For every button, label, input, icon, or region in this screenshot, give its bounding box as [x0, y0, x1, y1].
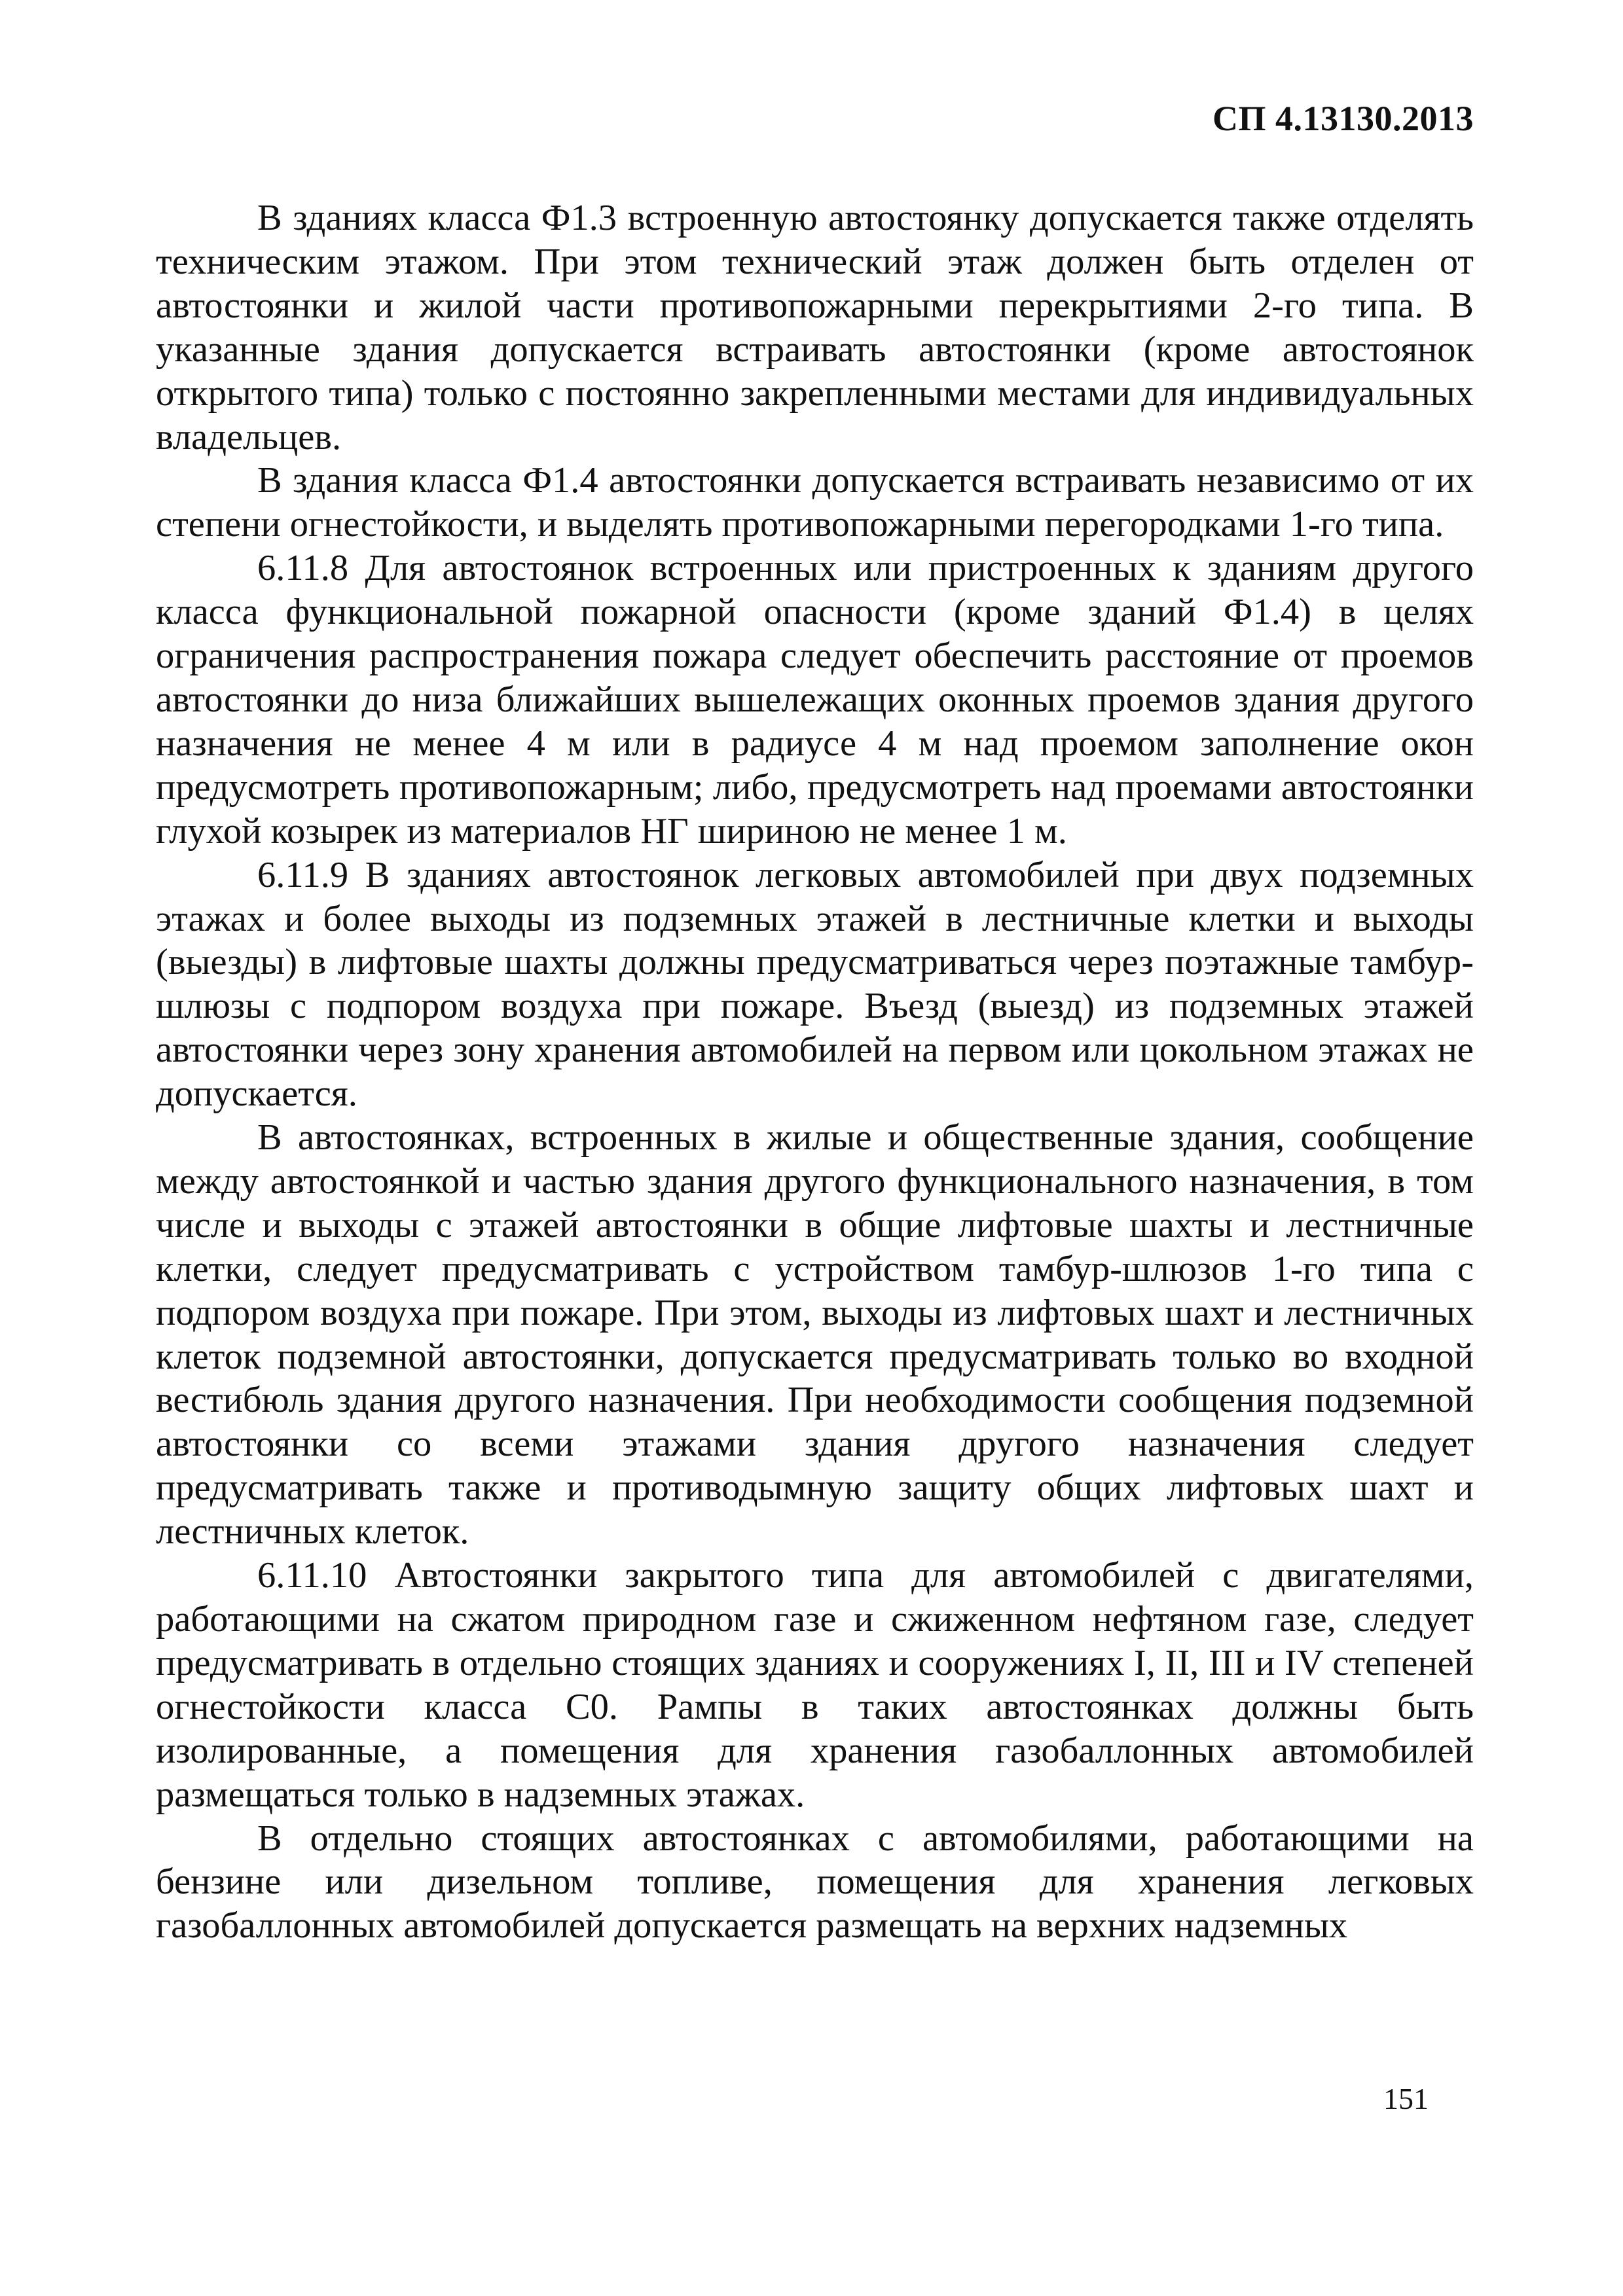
paragraph-detached-parking: В отдельно стоящих автостоянках с автомобилями, работающими на бензине или дизельном топливе, помещения для хранения легковых газобаллонных автомобилей допускается размещать на верхних надземных: [156, 1818, 1474, 1946]
document-code-header: СП 4.13130.2013: [1213, 99, 1474, 138]
paragraph-6-11-9: 6.11.9 В зданиях автостоянок легковых автомобилей при двух подземных этажах и более выходы из подземных этажей в лестничные клетки и выходы (выезды) в лифтовые шахты должны предусматриваться через поэтажные тамбур-шлюзы с подпором воздуха при пожаре. Въезд (выезд) из подземных этажей автостоянки через зону хранения автомобилей на первом или цокольном этажах не допускается.: [156, 854, 1474, 1115]
document-body: [156, 196, 1474, 1948]
page-number: 151: [1383, 2082, 1429, 2115]
paragraph-f13-parking: В зданиях класса Ф1.3 встроенную автостоянку допускается также отделять техническим этажом. При этом технический этаж должен быть отделен от автостоянки и жилой части противопожарными перекрытиями 2-го типа. В указанные здания допускается встраивать автостоянки (кроме автостоянок открытого типа) только с постоянно закрепленными местами для индивидуальных владельцев.: [156, 198, 1474, 457]
paragraph-6-11-10: 6.11.10 Автостоянки закрытого типа для автомобилей с двигателями, работающими на сжатом природном газе и сжиженном нефтяном газе, следует предусматривать в отдельно стоящих зданиях и сооружениях I, II, III и IV степеней огнестойкости класса С0. Рампы в таких автостоянках должны быть изолированные, а помещения для хранения газобаллонных автомобилей размещаться только в надземных этажах.: [156, 1555, 1474, 1815]
paragraph-6-11-8: 6.11.8 Для автостоянок встроенных или пристроенных к зданиям другого класса функциональной пожарной опасности (кроме зданий Ф1.4) в целях ограничения распространения пожара следует обеспечить расстояние от проемов автостоянки до низа ближайших вышележащих оконных проемов здания другого назначения не менее 4 м или в радиусе 4 м над проемом заполнение окон предусмотреть противопожарным; либо, предусмотреть над проемами автостоянки глухой козырек из материалов НГ шириною не менее 1 м.: [156, 548, 1474, 852]
paragraph-built-in-parking: В автостоянках, встроенных в жилые и общественные здания, сообщение между автостоянкой и частью здания другого функционального назначения, в том числе и выходы с этажей автостоянки в общие лифтовые шахты и лестничные клетки, следует предусматривать с устройством тамбур-шлюзов 1-го типа с подпором воздуха при пожаре. При этом, выходы из лифтовых шахт и лестничных клеток подземной автостоянки, допускается предусматривать только во входной вестибюль здания другого назначения. При необходимости сообщения подземной автостоянки со всеми этажами здания другого назначения следует предусматривать также и противодымную защиту общих лифтовых шахт и лестничных клеток.: [156, 1117, 1474, 1552]
paragraph-f14-parking: В здания класса Ф1.4 автостоянки допускается встраивать независимо от их степени огнестойкости, и выделять противопожарными перегородками 1-го типа.: [156, 460, 1474, 545]
